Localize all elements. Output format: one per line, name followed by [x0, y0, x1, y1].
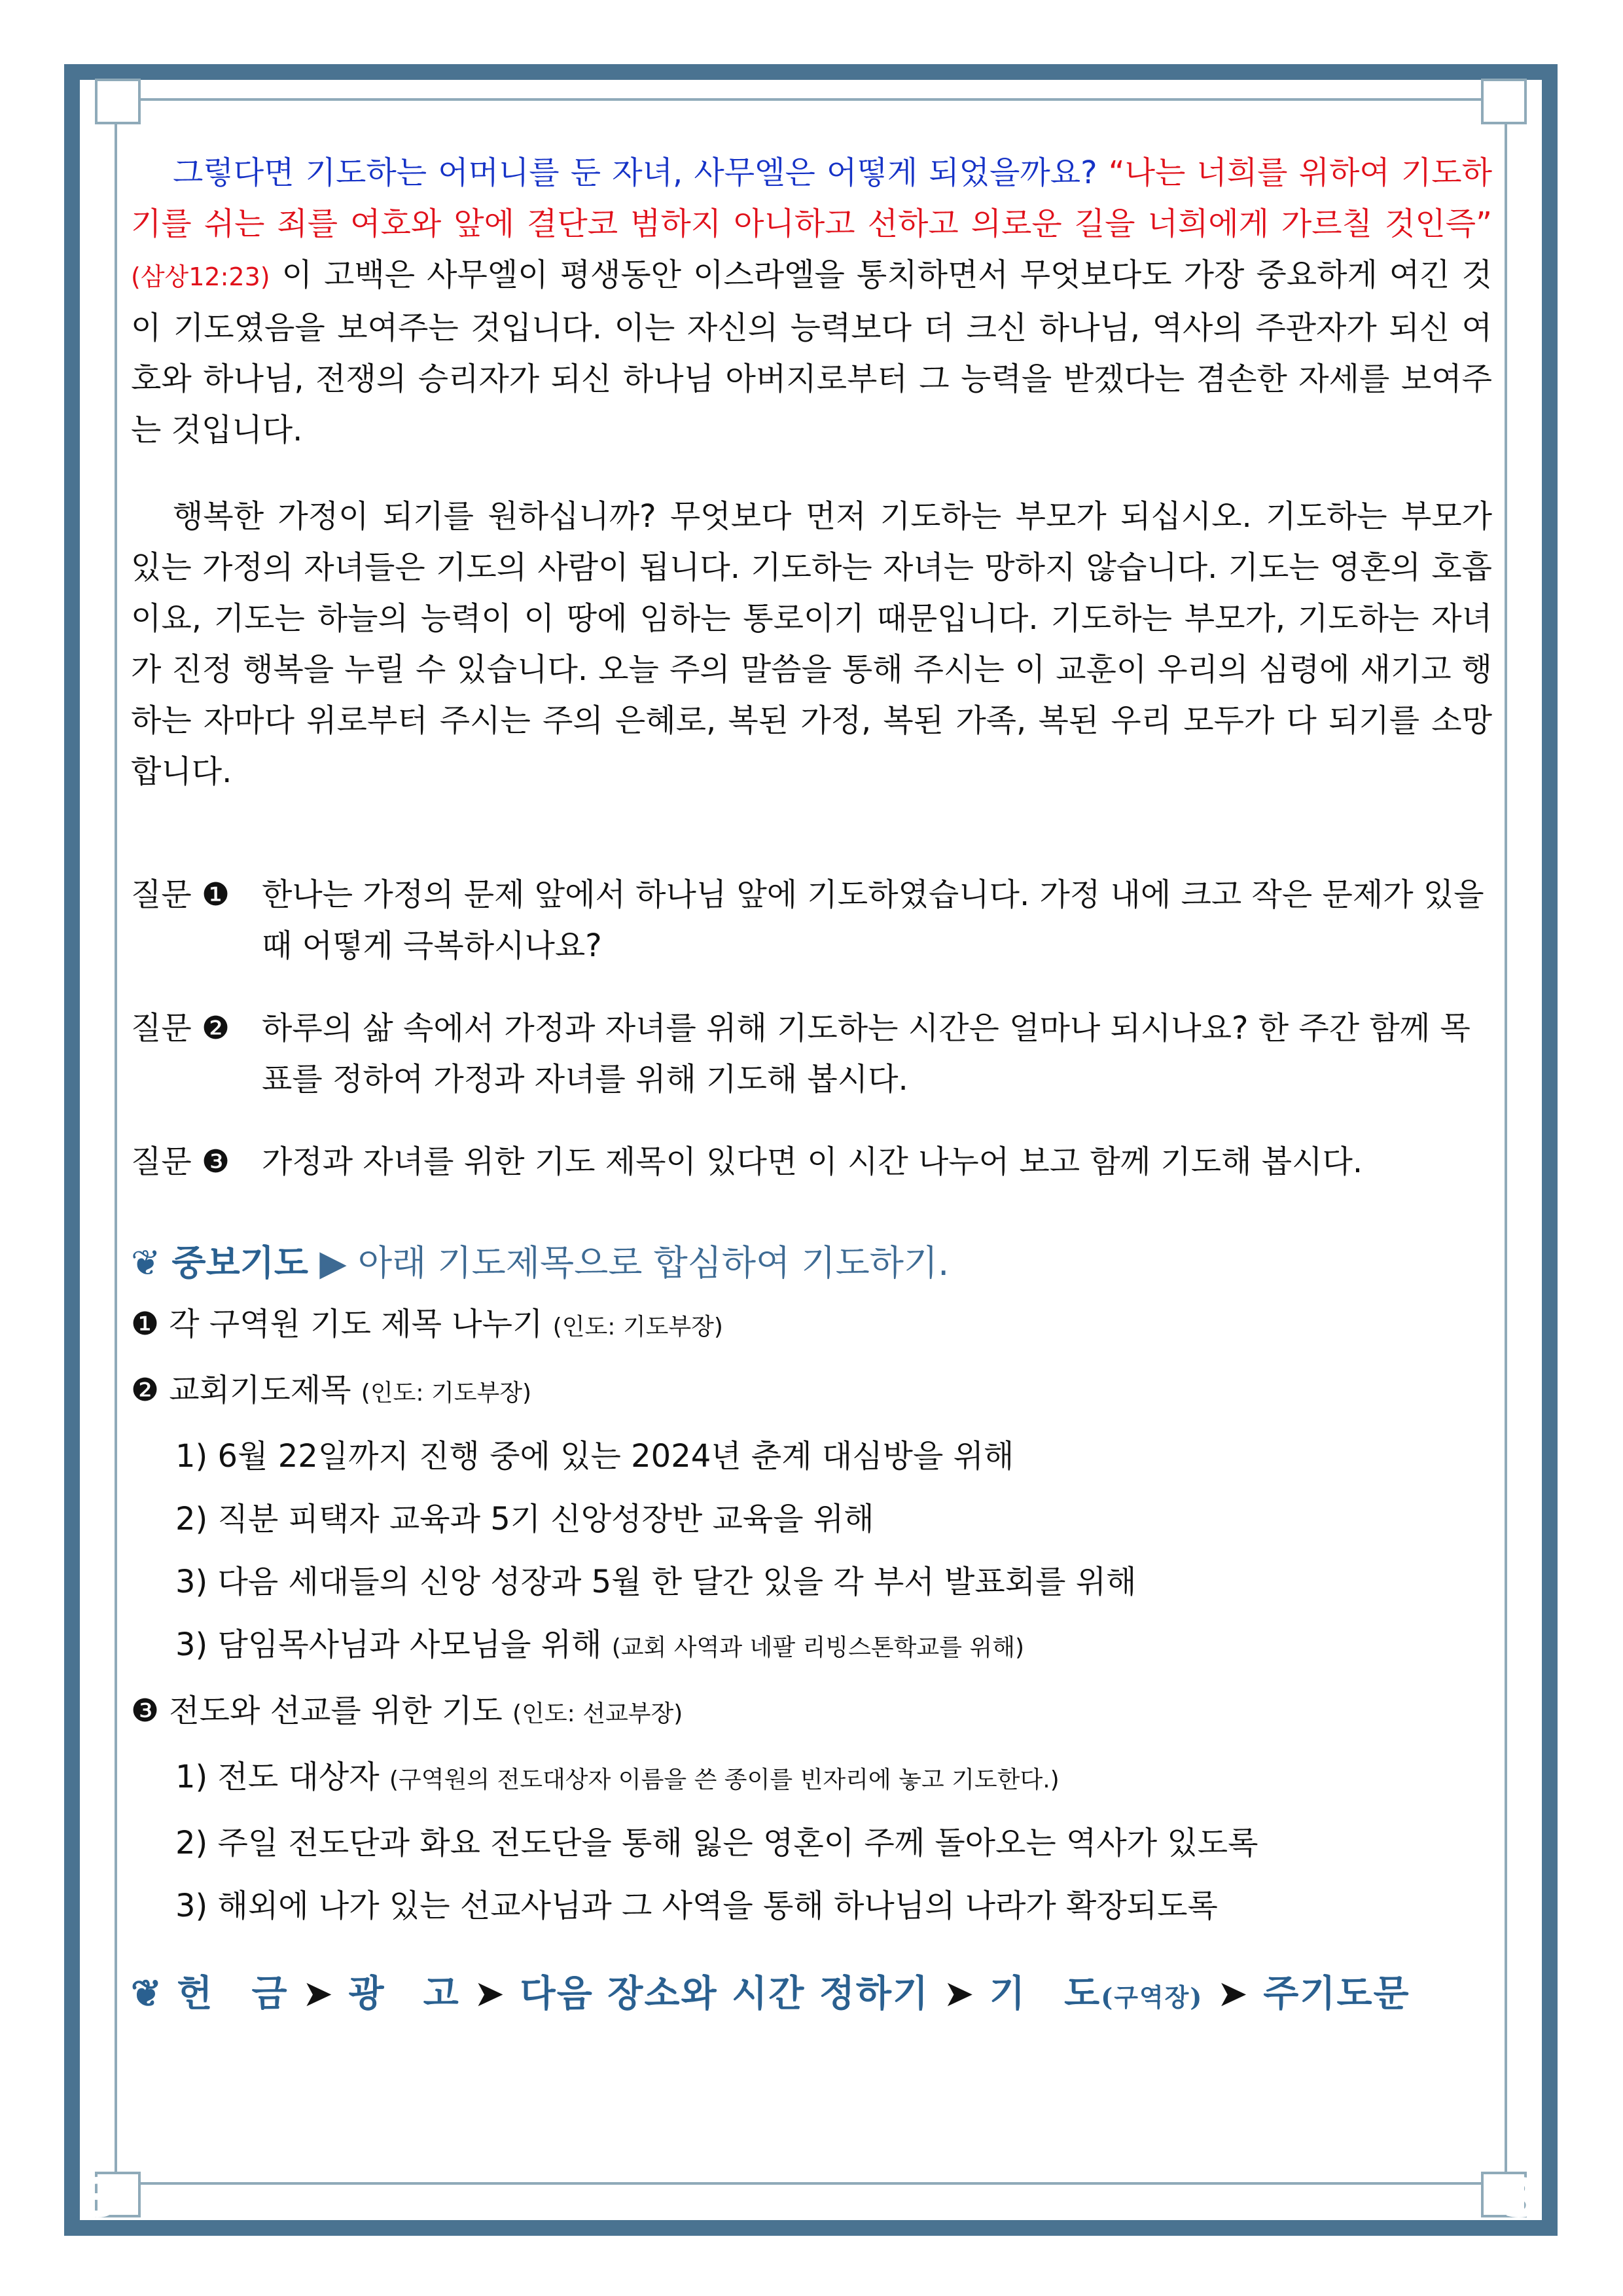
paragraph-2: 행복한 가정이 되기를 원하십니까? 무엇보다 먼저 기도하는 부모가 되십시오. 기도하는 부모가 있는 가정의 자녀들은 기도의 사람이 됩니다. 기도하는 자녀는 망하지 않습니다. 기도는 영혼의 호흡이요, 기도는 하늘의 능력이 이 땅에 임하는 통로이기 때문입니다. 기도하는 부모가, 기도하는 자녀가 진정 행복을 누릴 수 있습니다. 오늘 주의 말씀을 통해 주시는 이 교훈이 우리의 심령에 새기고 행하는 자마다 위로부터 주시는 주의 은혜로, 복된 가정, 복된 가족, 복된 우리 모두가 다 되기를 소망합니다. — [131, 498, 1492, 790]
prayer-item-3-marker: ❸ — [131, 1693, 160, 1729]
prayer-section-title: 중보기도 — [171, 1242, 309, 1283]
arrow-icon: ➤ — [943, 1973, 976, 2015]
list-item: 2) 주일 전도단과 화요 전도단을 통해 잃은 영혼이 주께 돌아오는 역사가 있도록 — [175, 1825, 1258, 1861]
list-item-note: (교회 사역과 네팔 리빙스톤학교를 위해) — [611, 1634, 1025, 1661]
prayer-item-2 — [131, 1359, 1492, 1425]
order-step-next-meeting: 다음 장소와 시간 정하기 — [520, 1972, 930, 2015]
prayer-section-subtitle: 아래 기도제목으로 합심하여 기도하기. — [357, 1242, 950, 1283]
corner-ornament-top-right — [1481, 79, 1527, 124]
arrow-icon: ➤ — [474, 1973, 507, 2015]
service-order — [131, 1954, 1492, 2037]
order-step-lords-prayer: 주기도문 — [1263, 1972, 1410, 2015]
arrow-icon: ➤ — [302, 1973, 335, 2015]
prayer-item-1-note: (인도: 기도부장) — [552, 1314, 723, 1340]
list-item-note: (구역원의 전도대상자 이름을 쓴 종이를 빈자리에 놓고 기도한다.) — [389, 1767, 1060, 1793]
question-3-label: 질문 ❸ — [131, 1143, 230, 1180]
intro-body: 이 고백은 사무엘이 평생동안 이스라엘을 통치하면서 무엇보다도 가장 중요하게 여긴 것이 기도였음을 보여주는 것입니다. 이는 자신의 능력보다 더 크신 하나님, 역사의 주관자가 되신 여호와 하나님, 전쟁의 승리자가 되신 하나님 아버지로부터 그 능력을 받겠다는 겸손한 자세를 보여주는 것입니다. — [131, 257, 1492, 448]
order-step-announcements: 광 고 — [348, 1972, 460, 2015]
list-item: 2) 직분 피택자 교육과 5기 신앙성장반 교육을 위해 — [175, 1501, 874, 1537]
question-1-label: 질문 ❶ — [131, 876, 230, 913]
heart-icon: ❦ — [131, 1242, 161, 1283]
list-item-text: 3) 담임목사님과 사모님을 위해 — [175, 1626, 602, 1663]
question-1-text: 한나는 가정의 문제 앞에서 하나님 앞에 기도하였습니다. 가정 내에 크고 작은 문제가 있을 때 어떻게 극복하시나요? — [262, 876, 1484, 964]
question-3-text: 가정과 자녀를 위한 기도 제목이 있다면 이 시간 나누어 보고 함께 기도해 봅시다. — [262, 1143, 1363, 1180]
prayer-section-heading — [131, 1233, 1492, 1293]
question-2 — [131, 1003, 1492, 1105]
list-item-text: 1) 전도 대상자 — [175, 1759, 380, 1795]
prayer-item-2-text: 교회기도제목 — [169, 1372, 351, 1408]
list-item: 1) 6월 22일까지 진행 중에 있는 2024년 춘계 대심방을 위해 — [175, 1438, 1014, 1475]
page-number-left: 3 — [81, 2168, 119, 2230]
prayer-item-2-note: (인도: 기도부장) — [361, 1380, 532, 1407]
prayer-item-1-text: 각 구역원 기도 제목 나누기 — [169, 1306, 543, 1342]
page-content — [131, 147, 1492, 2037]
page-number-right: 3 — [1503, 2168, 1541, 2230]
list-item — [131, 1746, 1492, 1812]
question-2-label: 질문 ❷ — [131, 1010, 230, 1047]
intro-reference: (삼상12:23) — [131, 262, 270, 291]
intro-paragraph — [131, 147, 1492, 456]
prayer-item-3-note: (인도: 선교부장) — [512, 1700, 683, 1727]
corner-ornament-top-left — [95, 79, 141, 124]
intro-blue-text: 그렇다면 기도하는 어머니를 둔 자녀, 사무엘은 어떻게 되었을까요? — [173, 154, 1097, 191]
order-step-prayer-note: (구역장) — [1101, 1982, 1204, 2012]
intro-red-quote: “나는 너희를 위하여 기도하기를 쉬는 죄를 여호와 앞에 결단코 범하지 아니하고 선하고 의로운 길을 너희에게 가르칠 것인즉” — [131, 154, 1492, 242]
question-3 — [131, 1136, 1492, 1187]
question-1 — [131, 869, 1492, 971]
prayer-item-1 — [131, 1293, 1492, 1359]
question-2-text: 하루의 삶 속에서 가정과 자녀를 위해 기도하는 시간은 얼마나 되시나요? 한 주간 함께 목표를 정하여 가정과 자녀를 위해 기도해 봅시다. — [262, 1010, 1471, 1098]
list-item: 3) 다음 세대들의 신앙 성장과 5월 한 달간 있을 각 부서 발표회를 위해 — [175, 1564, 1137, 1600]
order-step-prayer: 기 도 — [990, 1972, 1101, 2015]
order-step-offering: 헌 금 — [177, 1972, 289, 2015]
list-item — [131, 1613, 1492, 1679]
play-arrow-icon: ▶ — [319, 1242, 347, 1283]
prayer-item-2-marker: ❷ — [131, 1372, 160, 1408]
prayer-item-3-text: 전도와 선교를 위한 기도 — [169, 1693, 503, 1729]
prayer-item-3 — [131, 1679, 1492, 1746]
heart-icon: ❦ — [131, 1972, 163, 2015]
prayer-item-1-marker: ❶ — [131, 1306, 160, 1342]
arrow-icon: ➤ — [1217, 1973, 1249, 2015]
list-item: 3) 해외에 나가 있는 선교사님과 그 사역을 통해 하나님의 나라가 확장되도록 — [175, 1888, 1218, 1924]
